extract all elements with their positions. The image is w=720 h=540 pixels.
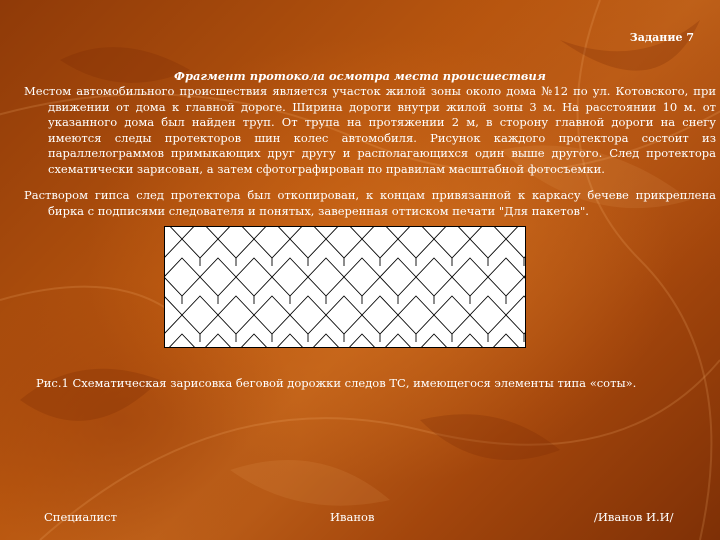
tread-sketch-figure xyxy=(164,226,526,348)
figure-caption: Рис.1 Схематическая зарисовка беговой дорожки следов ТС, имеющегося элементы типа «соты». xyxy=(36,376,637,390)
paragraph-scene-description: Местом автомобильного происшествия является участок жилой зоны около дома №12 по ул. Котовского, при движении от дома к главной дороге. Ширина дороги внутри жилой зоны 3 м. На расстоянии 10 м. от указанного дома был найден труп. От трупа на протяжении 2 м, в сторону главной дороги на снегу имеются следы протекторов шин колес автомобиля. Рисунок каждого протектора состоит из параллелограммов примыкающих друг другу и располагающихся один выше другого. След протектора схематически зарисован, а затем сфотографирован по правилам масштабной фотосъемки. xyxy=(24,84,716,176)
sketch-frame xyxy=(165,227,526,348)
fragment-title: Фрагмент протокола осмотра места происшествия xyxy=(174,69,546,83)
task-number: Задание 7 xyxy=(629,31,694,44)
signature-name: Иванов xyxy=(330,510,375,524)
signature-mark: /Иванов И.И/ xyxy=(594,510,674,524)
signature-role-label: Специалист xyxy=(44,510,117,524)
paragraph-plaster-cast: Раствором гипса след протектора был откопирован, к концам привязанной к каркасу бечеве прикреплена бирка с подписями следователя и понятых, заверенная оттиском печати "Для пакетов". xyxy=(24,188,716,218)
